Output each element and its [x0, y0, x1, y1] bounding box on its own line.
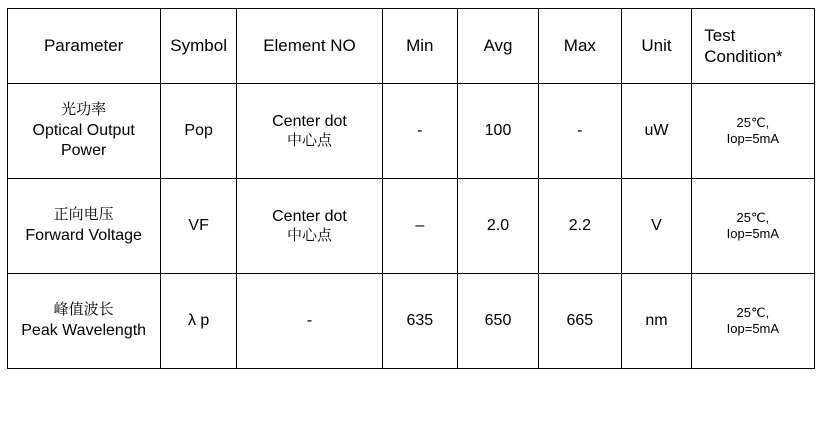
cell-avg: 650 — [458, 274, 539, 369]
cell-max: 665 — [538, 274, 621, 369]
column-header-parameter: Parameter — [7, 9, 160, 84]
element-label-en: - — [306, 312, 313, 329]
test-condition-line2: Iop=5mA — [726, 131, 780, 146]
table-header-row — [7, 9, 814, 84]
table-row — [7, 84, 814, 179]
specification-table — [7, 8, 815, 369]
cell-parameter — [7, 84, 160, 179]
cell-test-condition — [692, 274, 814, 369]
column-header-test-condition — [692, 9, 814, 84]
column-header-element-no: Element NO — [237, 9, 382, 84]
cell-min: – — [382, 179, 458, 274]
cell-test-condition — [692, 84, 814, 179]
table-row — [7, 179, 814, 274]
cell-max: - — [538, 84, 621, 179]
test-condition-line2: Iop=5mA — [726, 321, 780, 336]
parameter-label-cn: 峰值波长 — [53, 301, 114, 319]
test-condition-line2: Iop=5mA — [726, 226, 780, 241]
table-header — [7, 9, 814, 84]
column-header-avg: Avg — [458, 9, 539, 84]
cell-unit: uW — [621, 84, 691, 179]
test-condition-line1: 25℃, — [736, 209, 770, 225]
element-label-en: Center dot — [272, 112, 347, 130]
cell-parameter — [7, 274, 160, 369]
column-header-unit: Unit — [621, 9, 691, 84]
element-label-en: Center dot — [272, 207, 347, 225]
column-header-symbol: Symbol — [160, 9, 237, 84]
parameter-label-cn: 正向电压 — [53, 206, 114, 224]
table-body — [7, 84, 814, 369]
cell-min: - — [382, 84, 458, 179]
table-row — [7, 274, 814, 369]
cell-symbol: Pop — [160, 84, 237, 179]
cell-element-no — [237, 179, 382, 274]
column-header-test-condition-line2: Condition* — [704, 47, 783, 66]
column-header-max: Max — [538, 9, 621, 84]
parameter-label-en: Forward Voltage — [25, 226, 142, 244]
cell-min: 635 — [382, 274, 458, 369]
cell-avg: 100 — [458, 84, 539, 179]
cell-symbol: VF — [160, 179, 237, 274]
cell-max: 2.2 — [538, 179, 621, 274]
column-header-test-condition-line1: Test — [704, 25, 736, 45]
element-label-cn: 中心点 — [286, 131, 332, 149]
parameter-label-cn: 光功率 — [61, 101, 107, 119]
column-header-min: Min — [382, 9, 458, 84]
cell-unit: nm — [621, 274, 691, 369]
element-label-cn: 中心点 — [286, 226, 332, 244]
cell-test-condition — [692, 179, 814, 274]
cell-avg: 2.0 — [458, 179, 539, 274]
parameter-label-en: Optical Output Power — [32, 121, 135, 159]
test-condition-line1: 25℃, — [736, 114, 770, 130]
cell-element-no — [237, 274, 382, 369]
cell-symbol: λ p — [160, 274, 237, 369]
cell-parameter — [7, 179, 160, 274]
parameter-label-en: Peak Wavelength — [21, 321, 147, 339]
test-condition-line1: 25℃, — [736, 304, 770, 320]
cell-element-no — [237, 84, 382, 179]
cell-unit: V — [621, 179, 691, 274]
